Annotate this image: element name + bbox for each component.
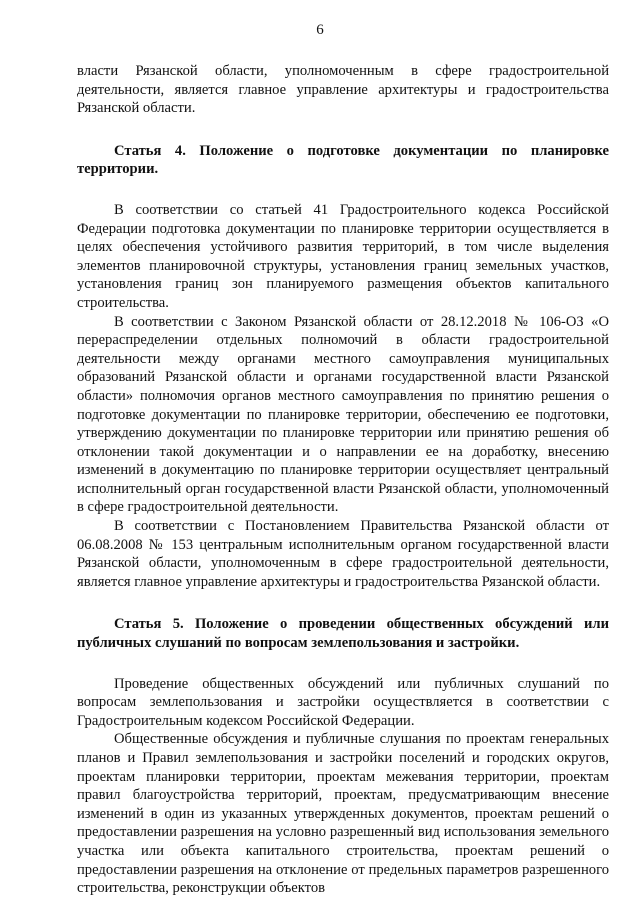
spacer xyxy=(77,591,609,615)
article-5-paragraph-2: Общественные обсуждения и публичные слушания по проектам генеральных планов и Правил землепользования и застройки поселений и городских округов, проектам планировки территории, проектам межевания территории, проектам правил благоустройства территорий, проектам, предусматривающим внесение изменений в один из указанных утвержденных документов, проектам решений о предоставлении разрешения на условно разрешенный вид использования земельного участка или объекта капитального строительства, проектам решений о предоставлении разрешения на отклонение от предельных параметров разрешенного строительства, реконструкции объектов xyxy=(77,731,609,897)
article-5-heading: Статья 5. Положение о проведении общественных обсуждений или публичных слушаний по вопросам землепользования и застройки. xyxy=(77,616,609,652)
article-4-paragraph-3: В соответствии с Постановлением Правительства Рязанской области от 06.08.2008 № 153 центральным исполнительным органом государственной власти Рязанской области, уполномоченным в сфере градостроительной деятельности, является главное управление архитектуры и градостроительства Рязанской области. xyxy=(77,518,609,590)
intro-paragraph: власти Рязанской области, уполномоченным в сфере градостроительной деятельности, является главное управление архитектуры и градостроительства Рязанской области. xyxy=(77,63,609,117)
document-body xyxy=(77,62,609,898)
article-4-heading: Статья 4. Положение о подготовке документации по планировке территории. xyxy=(77,142,609,178)
article-4-paragraph-1: В соответствии со статьей 41 Градостроительного кодекса Российской Федерации подготовка документации по планировке территории осуществляется в целях обеспечения устойчивого развития территорий, в том числе выделения элементов планировочной структуры, установления границ земельных участков, установления границ зон планируемого размещения объектов капитального строительства. xyxy=(77,201,609,311)
article-5-paragraph-1: Проведение общественных обсуждений или публичных слушаний по вопросам землепользования и застройки осуществляется в соответствии с Градостроительным кодексом Российской Федерации. xyxy=(77,675,609,729)
spacer xyxy=(77,118,609,142)
spacer xyxy=(77,653,609,675)
article-4-paragraph-2: В соответствии с Законом Рязанской области от 28.12.2018 № 106-ОЗ «О перераспределении отдельных полномочий в области градостроительной деятельности между органами местного самоуправления муниципальных образований Рязанской области и органами государственной власти Рязанской области» полномочия органов местного самоуправления по принятию решения о подготовке документации по планировке территории, обеспечению ее подготовки, утверждению документации по планировке территории или принятию решения об отклонении такой документации и о направлении ее на доработку, внесению изменений в документацию по планировке территории осуществляет центральный исполнительный орган государственной власти Рязанской области, уполномоченный в сфере градостроительной деятельности. xyxy=(77,313,609,516)
page-number: 6 xyxy=(316,22,324,38)
spacer xyxy=(77,179,609,201)
